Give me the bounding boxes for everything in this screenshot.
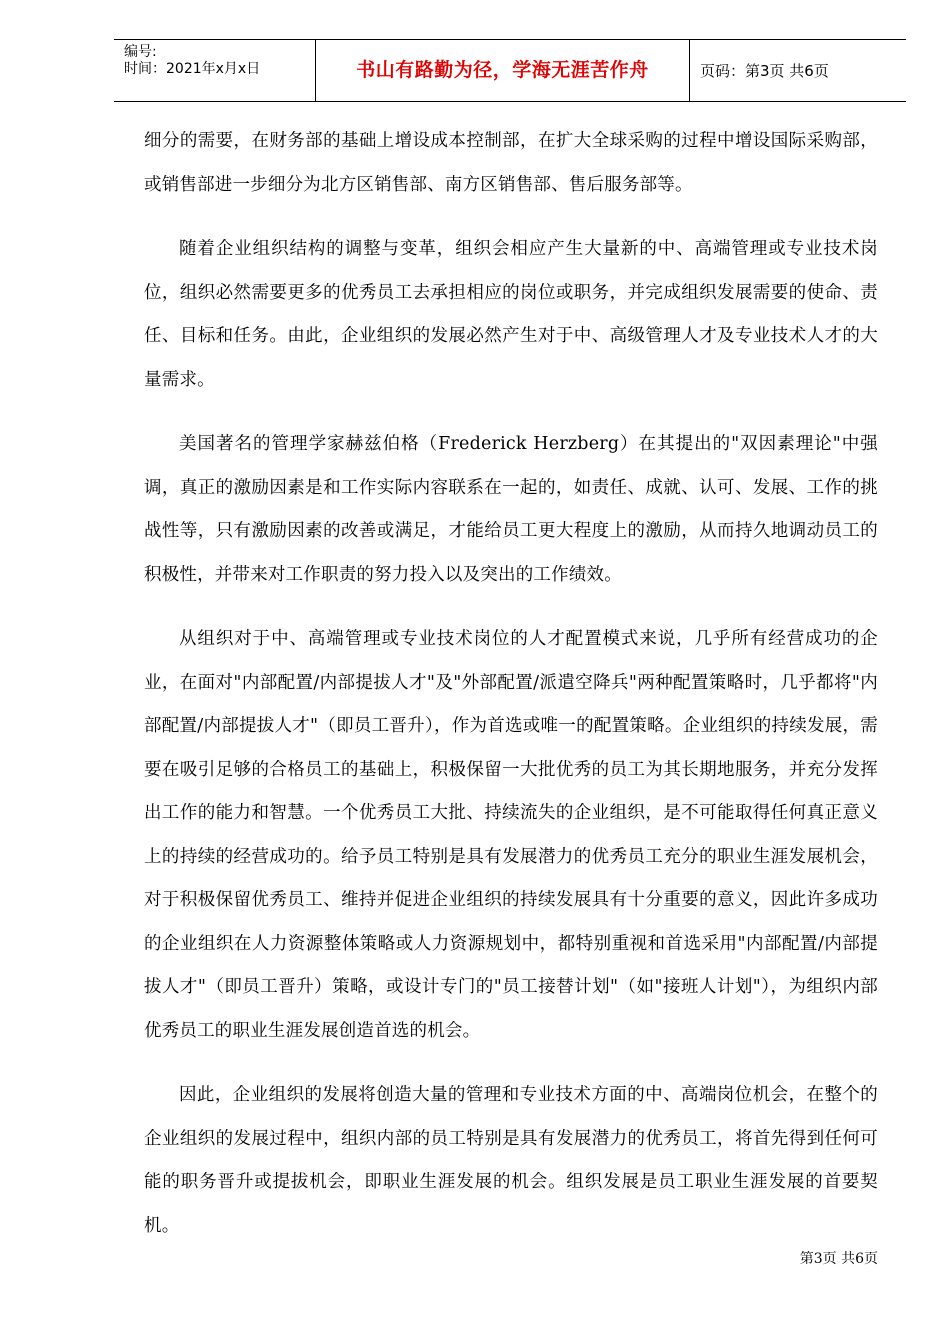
header-page-info: 页码：第3页 共6页 (700, 62, 829, 80)
header-motto-cell (316, 40, 690, 101)
paragraph: 美国著名的管理学家赫兹伯格（Frederick Herzberg）在其提出的"双因素理论"中强调，真正的激励因素是和工作实际内容联系在一起的，如责任、成就、认可、发展、工作的挑战性等，只有激励因素的改善或满足，才能给员工更大程度上的激励，从而持久地调动员工的积极性，并带来对工作职责的努力投入以及突出的工作绩效。 (144, 434, 878, 585)
header-info-cell (114, 40, 316, 101)
page-footer-number: 第3页 共6页 (799, 1251, 878, 1267)
header-motto: 书山有路勤为径，学海无涯苦作舟 (356, 59, 649, 81)
paragraph: 从组织对于中、高端管理或专业技术岗位的人才配置模式来说，几乎所有经营成功的企业，在面对"内部配置/内部提拔人才"及"外部配置/派遣空降兵"两种配置策略时，几乎都将"内部配置/内部提拔人才"（即员工晋升），作为首选或唯一的配置策略。企业组织的持续发展，需要在吸引足够的合格员工的基础上，积极保留一大批优秀的员工为其长期地服务，并充分发挥出工作的能力和智慧。一个优秀员工大批、持续流失的企业组织，是不可能取得任何真正意义上的持续的经营成功的。给予员工特别是具有发展潜力的优秀员工充分的职业生涯发展机会，对于积极保留优秀员工、维持并促进企业组织的持续发展具有十分重要的意义，因此许多成功的企业组织在人力资源整体策略或人力资源规划中，都特别重视和首选采用"内部配置/内部提拔人才"（即员工晋升）策略，或设计专门的"员工接替计划"（如"接班人计划"），为组织内部优秀员工的职业生涯发展创造首选的机会。 (144, 629, 878, 1041)
document-body (144, 120, 878, 1269)
paragraph: 因此，企业组织的发展将创造大量的管理和专业技术方面的中、高端岗位机会，在整个的企业组织的发展过程中，组织内部的员工特别是具有发展潜力的优秀员工，将首先得到任何可能的职务晋升或提拔机会，即职业生涯发展的机会。组织发展是员工职业生涯发展的首要契机。 (144, 1085, 878, 1236)
document-number-label: 编号: (124, 44, 157, 60)
header-page-cell (690, 40, 906, 101)
paragraph: 随着企业组织结构的调整与变革，组织会相应产生大量新的中、高端管理或专业技术岗位，组织必然需要更多的优秀员工去承担相应的岗位或职务，并完成组织发展需要的使命、责任、目标和任务。由此，企业组织的发展必然产生对于中、高级管理人才及专业技术人才的大量需求。 (144, 239, 878, 390)
page-header (114, 39, 906, 102)
document-date-label: 时间：2021年x月x日 (124, 61, 261, 77)
paragraph-continued: 细分的需要，在财务部的基础上增设成本控制部，在扩大全球采购的过程中增设国际采购部，或销售部进一步细分为北方区销售部、南方区销售部、售后服务部等。 (144, 131, 878, 195)
